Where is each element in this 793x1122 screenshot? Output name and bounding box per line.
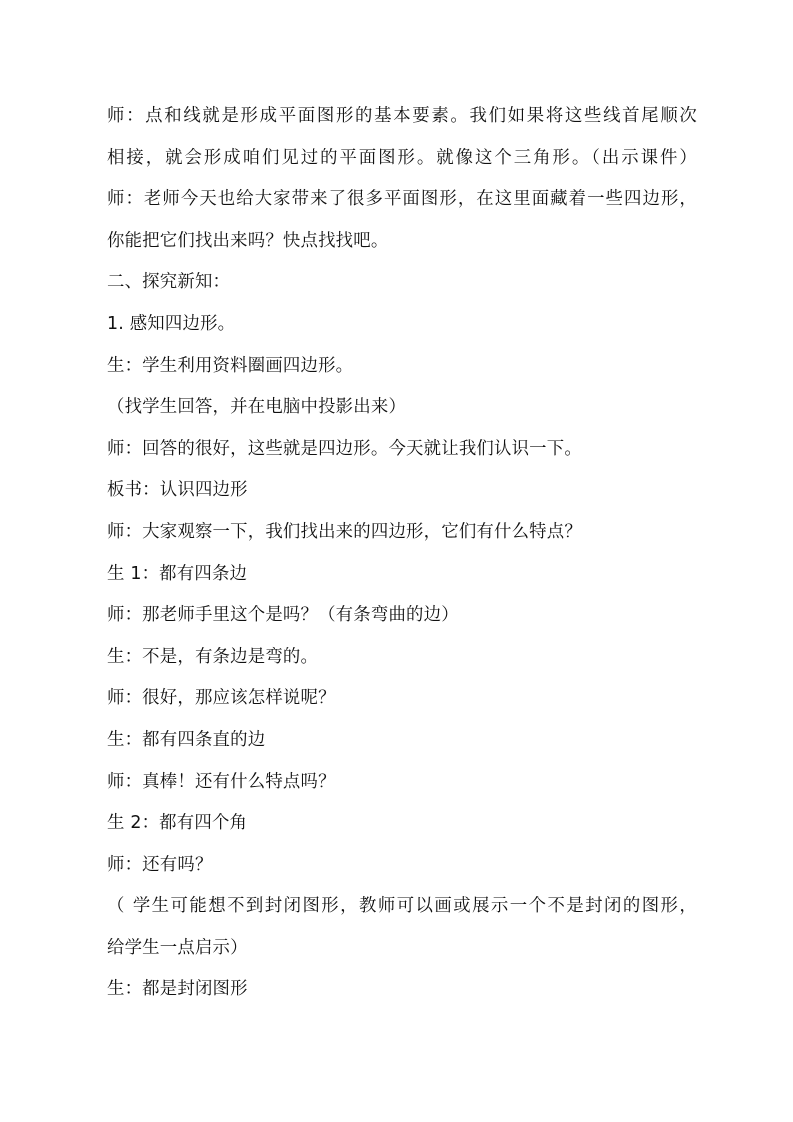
document-body: [107, 99, 697, 1014]
text-line: （找学生回答，并在电脑中投影出来）: [107, 397, 407, 418]
section-heading: 二、探究新知：: [107, 272, 231, 293]
text-line: 生 2：都有四个角: [107, 813, 248, 834]
text-line: 生：不是，有条边是弯的。: [107, 646, 319, 667]
text-line: 师：点和线就是形成平面图形的基本要素。我们如果将这些线首尾顺次: [107, 106, 697, 126]
text-line: 生：都有四条直的边: [107, 729, 266, 750]
text-line: 师：回答的很好，这些就是四边形。今天就让我们认识一下。: [107, 438, 582, 459]
text-line: 师：真棒！还有什么特点吗？: [107, 771, 336, 792]
text-line: 师：还有吗？: [107, 854, 213, 875]
text-line: （ 学生可能想不到封闭图形，教师可以画或展示一个不是封闭的图形，: [107, 896, 697, 917]
text-line: 师：那老师手里这个是吗？（有条弯曲的边）: [107, 605, 459, 626]
text-line: 板书：认识四边形: [107, 480, 248, 501]
text-line: 生 1：都有四条边: [107, 563, 248, 584]
text-line: 生：学生利用资料圈画四边形。: [107, 355, 354, 376]
text-line: 相接，就会形成咱们见过的平面图形。就像这个三角形。（出示课件）: [107, 147, 697, 168]
text-line: 给学生一点启示）: [107, 937, 248, 958]
text-line: 师：老师今天也给大家带来了很多平面图形，在这里面藏着一些四边形，: [107, 189, 697, 210]
text-line: 师：很好，那应该怎样说呢？: [107, 688, 336, 709]
text-line: 师：大家观察一下，我们找出来的四边形，它们有什么特点？: [107, 521, 582, 542]
text-line: 你能把它们找出来吗？快点找找吧。: [107, 230, 389, 251]
subsection-heading: 1. 感知四边形。: [107, 313, 236, 334]
text-line: 生：都是封闭图形: [107, 979, 248, 1000]
